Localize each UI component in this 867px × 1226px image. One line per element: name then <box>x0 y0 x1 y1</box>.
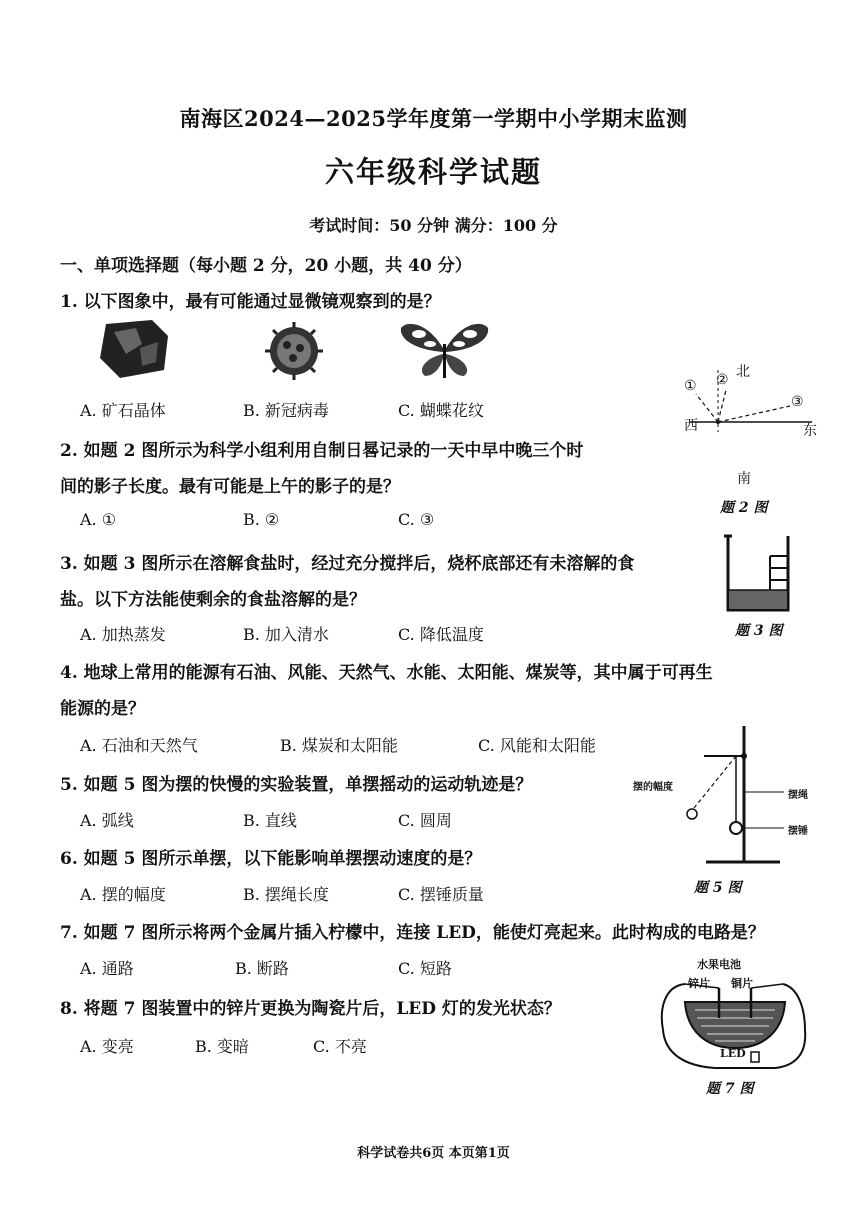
exam-title: 南海区2024—2025学年度第一学期中小学期末监测 <box>179 106 688 131</box>
question-6-option-c[interactable]: C. 摆锤质量 <box>398 885 484 904</box>
figure-2-caption: 题 2 图 <box>720 500 768 516</box>
question-3-stem-line2: 盐。以下方法能使剩余的食盐溶解的是？ <box>60 590 366 610</box>
question-3-option-c[interactable]: C. 降低温度 <box>398 625 484 644</box>
question-7-option-b[interactable]: B. 断路 <box>235 959 289 978</box>
pendulum-diagram <box>680 722 790 870</box>
exam-info: 考试时间：50 分钟 满分：100 分 <box>309 216 558 235</box>
figure-5-caption: 题 5 图 <box>694 880 742 896</box>
sundial-mark-1: ① <box>684 378 697 394</box>
question-1-option-c[interactable]: C. 蝴蝶花纹 <box>398 401 484 420</box>
exam-subtitle: 六年级科学试题 <box>324 155 542 189</box>
pendulum-bob-label: 摆锤 <box>788 826 808 837</box>
question-2-option-a[interactable]: A. ① <box>80 510 117 529</box>
sundial-west-label: 西 <box>684 418 698 434</box>
question-1-option-b[interactable]: B. 新冠病毒 <box>243 401 329 420</box>
sundial-east-label: 东 <box>803 423 817 439</box>
question-2-option-b[interactable]: B. ② <box>243 510 280 529</box>
question-4-option-a[interactable]: A. 石油和天然气 <box>80 736 198 755</box>
question-3-stem-line1: 3. 如题 3 图所示在溶解食盐时，经过充分搅拌后，烧杯底部还有未溶解的食 <box>60 554 635 574</box>
question-8-option-a[interactable]: A. 变亮 <box>80 1037 134 1056</box>
mineral-crystal-image <box>96 318 171 380</box>
question-6-option-a[interactable]: A. 摆的幅度 <box>80 885 166 904</box>
sundial-south-label: 南 <box>737 471 751 487</box>
question-8-stem: 8. 将题 7 图装置中的锌片更换为陶瓷片后，LED 灯的发光状态？ <box>60 999 561 1019</box>
butterfly-image <box>397 318 492 382</box>
question-6-stem: 6. 如题 5 图所示单摆，以下能影响单摆摆动速度的是？ <box>60 849 482 869</box>
question-7-option-a[interactable]: A. 通路 <box>80 959 134 978</box>
zinc-plate-label: 锌片 <box>688 977 710 990</box>
question-6-option-b[interactable]: B. 摆绳长度 <box>243 885 329 904</box>
page-footer: 科学试卷共6页 本页第1页 <box>357 1146 510 1161</box>
section-heading: 一、单项选择题（每小题 2 分，20 小题，共 40 分） <box>60 256 472 276</box>
sundial-mark-2: ② <box>716 372 729 388</box>
question-4-stem-line2: 能源的是？ <box>60 699 145 719</box>
question-1-stem: 1. 以下图象中，最有可能通过显微镜观察到的是？ <box>60 292 441 312</box>
pendulum-rope-label: 摆绳 <box>788 790 808 801</box>
question-7-option-c[interactable]: C. 短路 <box>398 959 452 978</box>
copper-plate-label: 铜片 <box>731 977 753 990</box>
figure-7-caption: 题 7 图 <box>706 1081 754 1097</box>
question-4-option-b[interactable]: B. 煤炭和太阳能 <box>280 736 398 755</box>
question-8-option-c[interactable]: C. 不亮 <box>313 1037 367 1056</box>
figure-3-caption: 题 3 图 <box>735 623 783 639</box>
beaker-diagram <box>722 532 800 614</box>
virus-image <box>263 320 325 382</box>
question-2-stem-line1: 2. 如题 2 图所示为科学小组利用自制日晷记录的一天中早中晚三个时 <box>60 441 584 461</box>
question-5-option-c[interactable]: C. 圆周 <box>398 811 452 830</box>
question-8-option-b[interactable]: B. 变暗 <box>195 1037 249 1056</box>
question-5-option-b[interactable]: B. 直线 <box>243 811 297 830</box>
question-3-option-a[interactable]: A. 加热蒸发 <box>80 625 166 644</box>
led-label: LED <box>720 1047 746 1060</box>
question-3-option-b[interactable]: B. 加入清水 <box>243 625 329 644</box>
question-2-option-c[interactable]: C. ③ <box>398 510 435 529</box>
question-4-stem-line1: 4. 地球上常用的能源有石油、风能、天然气、水能、太阳能、煤炭等，其中属于可再生 <box>60 663 713 683</box>
sundial-north-label: 北 <box>736 364 750 380</box>
pendulum-amplitude-label: 摆的幅度 <box>633 782 673 793</box>
question-2-stem-line2: 间的影子长度。最有可能是上午的影子的是？ <box>60 477 400 497</box>
fruit-battery-label: 水果电池 <box>697 958 741 971</box>
sundial-mark-3: ③ <box>791 394 804 410</box>
question-5-stem: 5. 如题 5 图为摆的快慢的实验装置，单摆摇动的运动轨迹是？ <box>60 775 533 795</box>
question-7-stem: 7. 如题 7 图所示将两个金属片插入柠檬中，连接 LED，能使灯亮起来。此时构成的电路是？ <box>60 923 765 943</box>
question-4-option-c[interactable]: C. 风能和太阳能 <box>478 736 596 755</box>
question-5-option-a[interactable]: A. 弧线 <box>80 811 134 830</box>
question-1-option-a[interactable]: A. 矿石晶体 <box>80 401 166 420</box>
